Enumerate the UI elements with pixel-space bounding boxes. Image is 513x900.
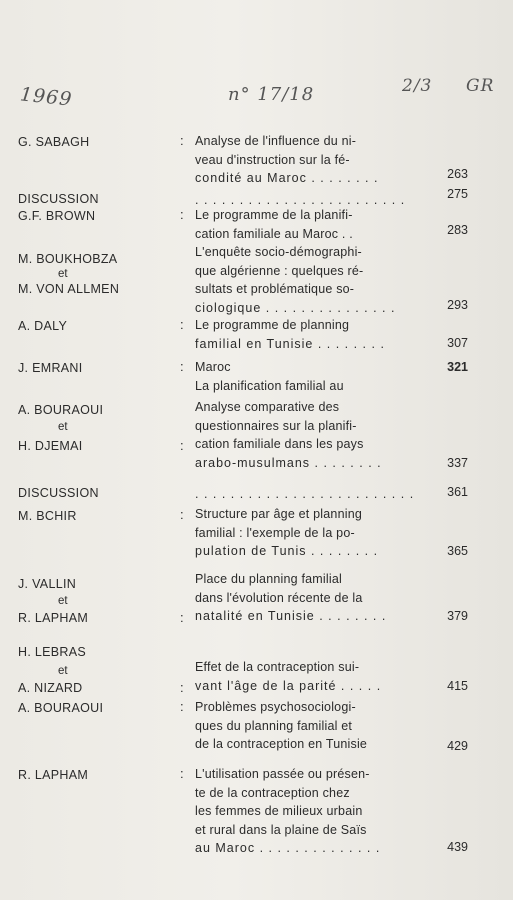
toc-author-joiner: et <box>58 268 68 280</box>
title-line: sultats et problématique so- <box>195 282 355 296</box>
toc-title <box>195 658 407 695</box>
toc-page-number: 275 <box>447 187 468 201</box>
toc-title <box>195 358 407 395</box>
title-line: L'utilisation passée ou présen- <box>195 767 370 781</box>
toc-author: DISCUSSION <box>18 192 99 206</box>
title-line: veau d'instruction sur la fé- <box>195 152 350 167</box>
title-line: de la contraception en Tunisie <box>195 737 368 751</box>
title-line: familial en Tunisie . . . . . . . . <box>195 336 385 351</box>
toc-page-number: 415 <box>447 679 468 693</box>
toc-author: H. LEBRAS <box>18 645 87 659</box>
title-line: te de la contraception chez <box>195 785 350 800</box>
toc-page-number: 439 <box>447 840 468 854</box>
toc-author: G. SABAGH <box>18 135 90 149</box>
title-line: cation familiale au Maroc . . <box>195 226 353 241</box>
toc-page-number: 293 <box>447 298 468 312</box>
toc-page-number: 337 <box>447 456 468 470</box>
title-line: Structure par âge et planning <box>195 507 363 521</box>
toc-author-2: H. DJEMAI <box>18 439 83 453</box>
title-line: Effet de la contraception sui- <box>195 660 360 674</box>
toc-page-number: 365 <box>447 544 468 558</box>
title-line: Place du planning familial <box>195 572 342 586</box>
toc-author-joiner: et <box>58 665 68 677</box>
toc-title <box>195 132 407 188</box>
handwritten-code: GR <box>466 76 495 96</box>
toc-title <box>195 570 407 626</box>
toc-page-number: 321 <box>447 360 468 374</box>
title-line: La planification familial au <box>195 378 344 393</box>
title-line: L'enquête socio-démographi- <box>195 245 362 259</box>
toc-colon: : <box>180 359 184 374</box>
toc-author: DISCUSSION <box>18 486 99 500</box>
title-line: au Maroc . . . . . . . . . . . . . . <box>195 841 381 855</box>
toc-title <box>195 765 407 858</box>
toc-author: A. BOURAOUI <box>18 403 104 417</box>
title-line: pulation de Tunis . . . . . . . . <box>195 544 379 558</box>
title-line: cation familiale dans les pays <box>195 437 364 451</box>
title-line: . . . . . . . . . . . . . . . . . . . . . . . . . <box>195 487 415 501</box>
toc-page-number: 379 <box>447 609 468 623</box>
toc-title <box>195 398 407 472</box>
toc-page-number: 263 <box>447 167 468 181</box>
title-line: Maroc <box>195 360 231 374</box>
title-line: questionnaires sur la planifi- <box>195 418 357 433</box>
title-line: les femmes de milieux urbain <box>195 804 363 818</box>
toc-colon: : <box>180 133 184 148</box>
toc-author: J. VALLIN <box>18 577 77 591</box>
toc-page-number: 307 <box>447 336 468 350</box>
toc-author: A. BOURAOUI <box>18 701 104 715</box>
title-line: dans l'évolution récente de la <box>195 590 363 605</box>
toc-author: A. DALY <box>18 319 68 333</box>
toc-colon: : <box>180 766 184 781</box>
toc-colon: : <box>180 680 184 695</box>
title-line: Le programme de la planifi- <box>195 208 353 222</box>
toc-page-number: 429 <box>447 739 468 753</box>
toc-colon: : <box>180 317 184 332</box>
toc-title <box>195 505 407 561</box>
title-line: que algérienne : quelques ré- <box>195 263 364 278</box>
toc-title <box>195 206 407 243</box>
title-line: Problèmes psychosociologi- <box>195 700 356 714</box>
toc-page-number: 361 <box>447 485 468 499</box>
toc-title <box>195 698 407 754</box>
title-line: natalité en Tunisie . . . . . . . . <box>195 609 387 623</box>
toc-author: G.F. BROWN <box>18 209 96 223</box>
toc-author-joiner: et <box>58 595 68 607</box>
toc-page-number: 283 <box>447 223 468 237</box>
title-line: arabo-musulmans . . . . . . . . <box>195 455 382 470</box>
toc-colon: : <box>180 438 184 453</box>
toc-author: M. BCHIR <box>18 509 77 523</box>
toc-author: R. LAPHAM <box>18 768 89 782</box>
title-line: ques du planning familial et <box>195 718 353 733</box>
title-line: familial : l'exemple de la po- <box>195 525 355 540</box>
title-line: Analyse de l'influence du ni- <box>195 134 357 148</box>
toc-author-2: R. LAPHAM <box>18 611 89 625</box>
title-line: vant l'âge de la parité . . . . . <box>195 678 382 693</box>
toc-author-joiner: et <box>58 421 68 433</box>
title-line: . . . . . . . . . . . . . . . . . . . . . . . . <box>195 193 406 207</box>
toc-author-2: M. VON ALLMEN <box>18 282 120 296</box>
toc-title <box>195 485 415 504</box>
title-line: et rural dans la plaine de Saïs <box>195 822 367 837</box>
handwritten-fraction: 2/3 <box>402 76 433 96</box>
toc-author: J. EMRANI <box>18 361 83 375</box>
toc-author-2: A. NIZARD <box>18 681 83 695</box>
toc-colon: : <box>180 699 184 714</box>
handwritten-issue: n° 17/18 <box>228 84 315 105</box>
toc-colon: : <box>180 507 184 522</box>
toc-title <box>195 316 407 353</box>
handwritten-year: 1969 <box>18 83 74 111</box>
title-line: Analyse comparative des <box>195 400 340 414</box>
title-line: Le programme de planning <box>195 318 350 332</box>
toc-title <box>195 243 407 317</box>
title-line: condité au Maroc . . . . . . . . <box>195 171 379 185</box>
toc-colon: : <box>180 610 184 625</box>
toc-author: M. BOUKHOBZA <box>18 252 118 266</box>
title-line: ciologique . . . . . . . . . . . . . . . <box>195 300 396 315</box>
toc-colon: : <box>180 207 184 222</box>
